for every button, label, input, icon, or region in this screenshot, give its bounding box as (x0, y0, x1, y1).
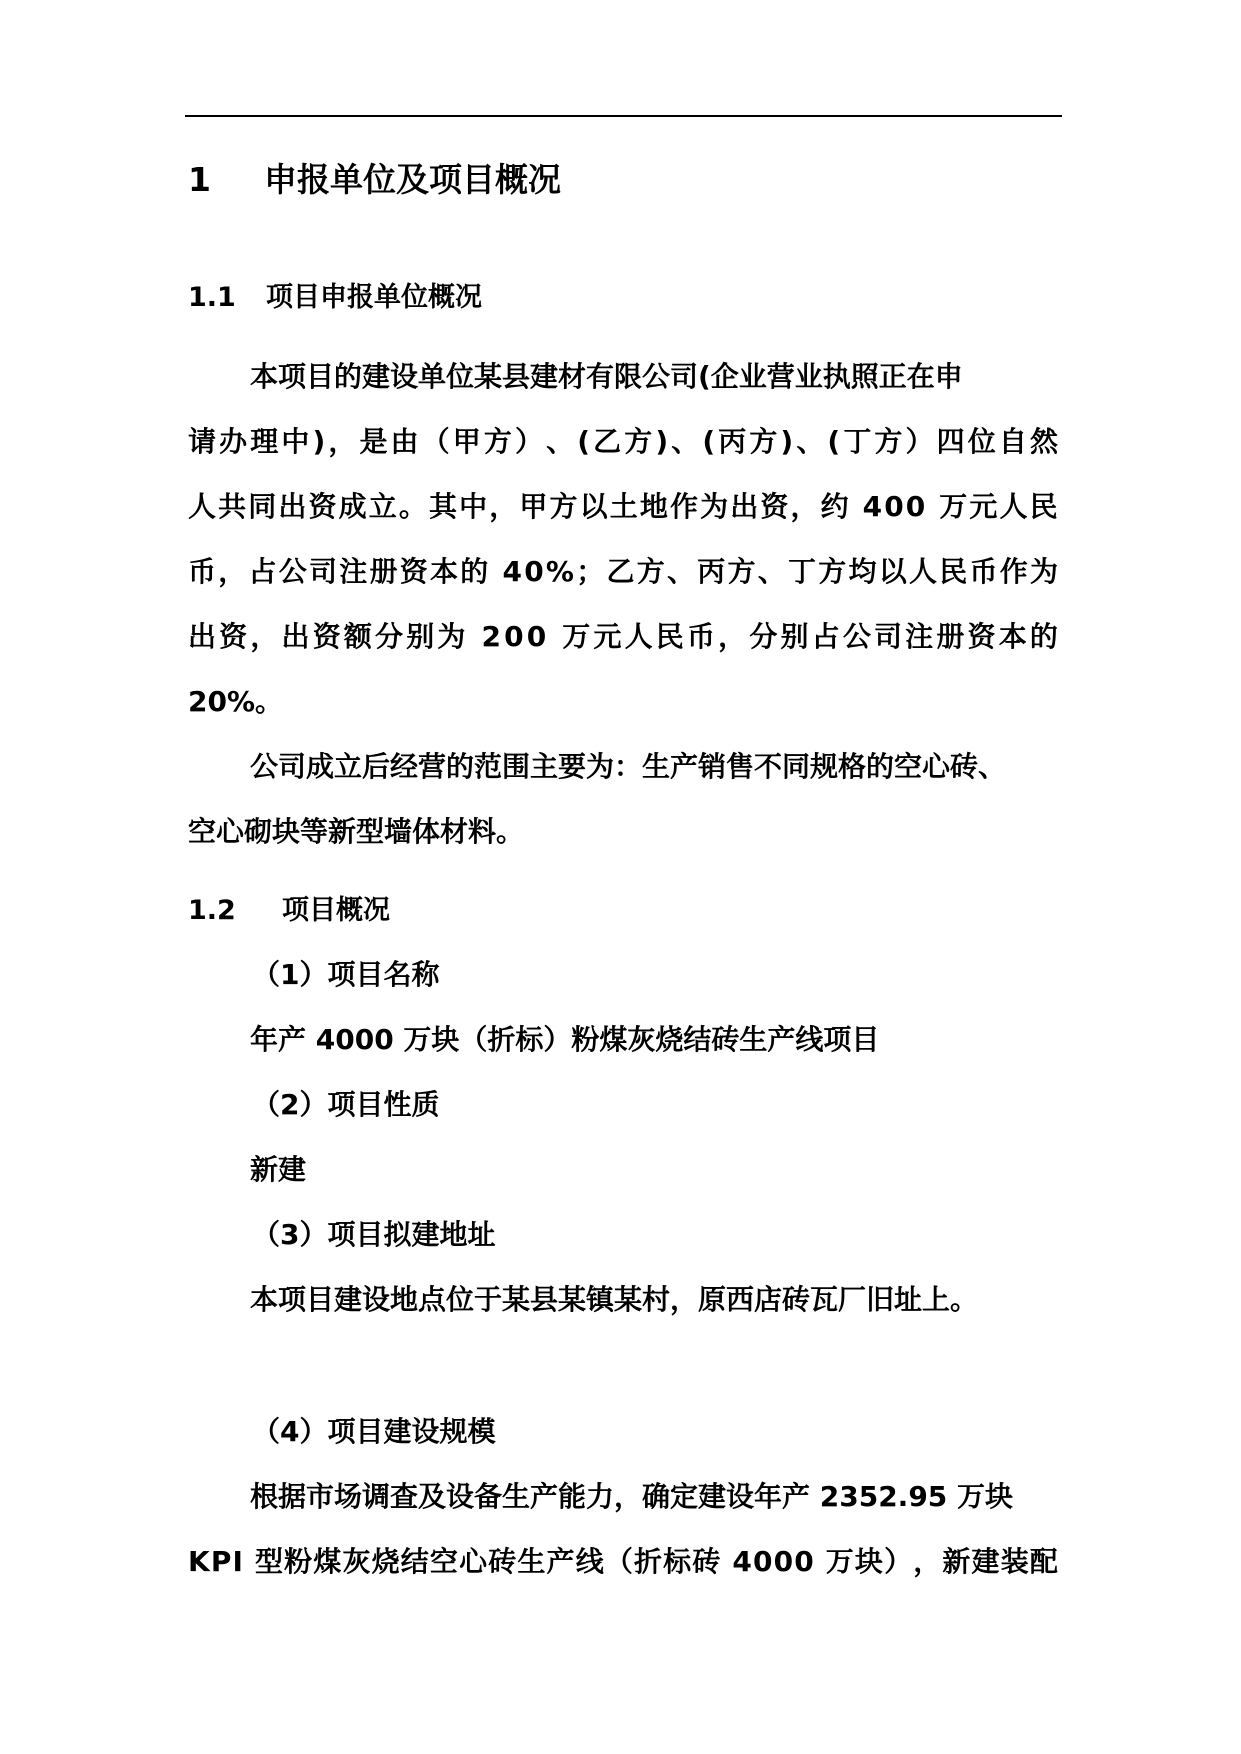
para1-line-5: 出 资 ， 出 资 额 分 别 为 2 0 0 万 元 人 民 币 ， 分 别 占 公 司 注 册 资 本 的 (188, 620, 1058, 653)
para1-line-6: 20%。 (188, 685, 284, 718)
chapter-title: 申报单位及项目概况 (264, 160, 561, 199)
para1-line-3: 人 共 同 出 资 成 立 。 其 中 ， 甲 方 以 土 地 作 为 出 资 ， 约 4 0 0 万 元 人 民 (188, 490, 1058, 523)
item4-line-2: K P I 型 粉 煤 灰 烧 结 空 心 砖 生 产 线 （ 折 标 砖 4 0 0 0 万 块 ） ， 新 建 装 配 (188, 1545, 1058, 1578)
para1-line-1: 本项目的建设单位某县建材有限公司(企业营业执照正在申 (250, 360, 963, 393)
para2-line-2: 空心砌块等新型墙体材料。 (188, 815, 525, 848)
section-1-1-title: 项目申报单位概况 (266, 282, 482, 313)
item4-line-1: 根据市场调查及设备生产能力，确定建设年产 2352.95 万块 (250, 1480, 1014, 1513)
header-rule (185, 115, 1062, 117)
section-1-1-number: 1.1 (188, 282, 236, 313)
section-1-2-number: 1.2 (188, 895, 236, 926)
chapter-number: 1 (188, 160, 211, 199)
para1-line-4: 币 ， 占 公 司 注 册 资 本 的 4 0 % ； 乙 方 、 丙 方 、 丁 方 均 以 人 民 币 作 为 (188, 555, 1058, 588)
para2-line-1: 公司成立后经营的范围主要为：生产销售不同规格的空心砖、 (250, 750, 1007, 783)
item3-label: （3）项目拟建地址 (252, 1218, 496, 1251)
item2-label: （2）项目性质 (252, 1088, 440, 1121)
item1-label: （1）项目名称 (252, 958, 440, 991)
item3-value: 本项目建设地点位于某县某镇某村，原西店砖瓦厂旧址上。 (250, 1283, 979, 1316)
item4-label: （4）项目建设规模 (252, 1415, 496, 1448)
item2-value: 新建 (250, 1153, 307, 1186)
para1-line-2: 请 办 理 中 ) ， 是 由 （ 甲 方 ） 、 ( 乙 方 ) 、 ( 丙 方 ) 、 ( 丁 方 ） 四 位 自 然 (188, 425, 1058, 458)
section-1-2-title: 项目概况 (282, 895, 390, 926)
item1-value: 年产 4000 万块（折标）粉煤灰烧结砖生产线项目 (250, 1023, 880, 1056)
